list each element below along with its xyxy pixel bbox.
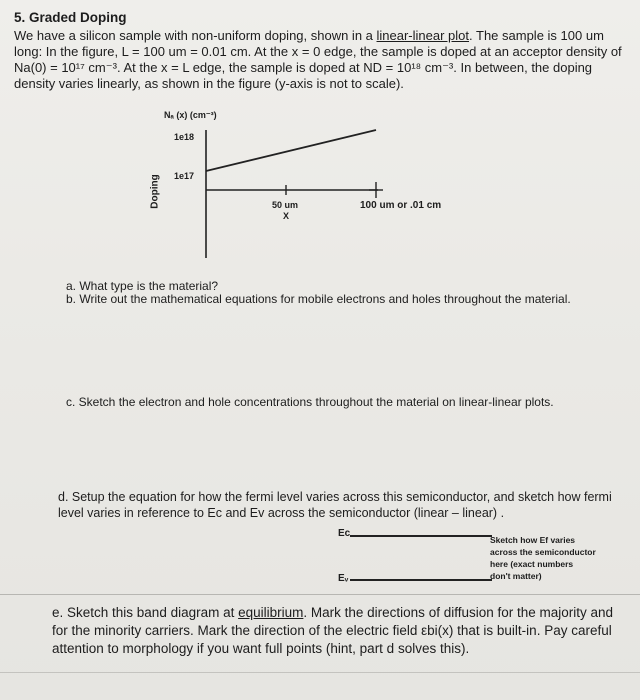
doping-plot (140, 108, 470, 268)
ev-line (350, 579, 492, 581)
y-tick-1e17: 1e17 (174, 171, 195, 181)
question-e-text-2: . Mark the directions of diffusion for the majority and for the minority carriers. Mark the direction of the electric field εbi(x) that is built-in. Pay careful attention to morphology if you want full points (hint, part d solves this). (52, 605, 614, 656)
y-axis-label: Doping (149, 174, 161, 209)
x-tick-mid-label: 50 um (272, 200, 299, 210)
question-e-text-1: e. Sketch this band diagram at (52, 605, 239, 620)
band-sketch-area (330, 528, 620, 588)
problem-number: 5. (14, 10, 26, 25)
x-tick-mid-sublabel: X (283, 211, 290, 221)
doping-profile-line (206, 130, 376, 171)
divider-line (0, 594, 640, 595)
equilibrium-link: equilibrium (238, 605, 304, 620)
question-c: c. Sketch the electron and hole concentrations throughout the material on linear-linear plots. (66, 395, 554, 409)
problem-title: Graded Doping (29, 10, 127, 25)
x-tick-end-label: 100 um or .01 cm (360, 200, 442, 211)
question-b: b. Write out the mathematical equations for mobile electrons and holes throughout the material. (66, 292, 571, 306)
sketch-note-line-4: don't matter) (490, 571, 542, 581)
sketch-note-line-2: across the semiconductor (490, 547, 596, 557)
question-a: a. What type is the material? (66, 279, 219, 293)
intro-text-1: We have a silicon sample with non-uniform doping, shown in a (14, 28, 377, 43)
problem-header (14, 10, 127, 25)
sketch-note-line-3: here (exact numbers (490, 559, 574, 569)
question-e (52, 604, 627, 658)
plot-type-link: linear-linear plot (376, 28, 470, 43)
ev-label: Eᵥ (338, 573, 349, 584)
question-d: d. Setup the equation for how the fermi level varies across this semiconductor, and sketch how fermi level varies in reference to Ec and Ev across the semiconductor (linear – linear) . (58, 490, 612, 520)
y-axis-title: Nₐ (x) (cm⁻³) (164, 110, 217, 120)
sketch-note-line-1: Sketch how Ef varies (490, 535, 576, 545)
y-tick-1e18: 1e18 (174, 132, 195, 142)
ec-line (350, 535, 492, 537)
sketch-note (490, 534, 615, 582)
bottom-rule (0, 672, 640, 673)
intro-text-2: . The sample is 100 um long: In the figure, L = 100 um = 0.01 cm. At the x = 0 edge, the sample is doped at an acceptor density of Na(0) = 10¹⁷ cm⁻³. At the x = L edge, the sample is doped at ND = 10¹⁸ cm⁻³. In between, the doping density varies linearly, as shown in the figure (y-axis is not to scale). (14, 28, 622, 91)
ec-label: Eᴄ (338, 528, 351, 539)
problem-statement (14, 28, 626, 92)
